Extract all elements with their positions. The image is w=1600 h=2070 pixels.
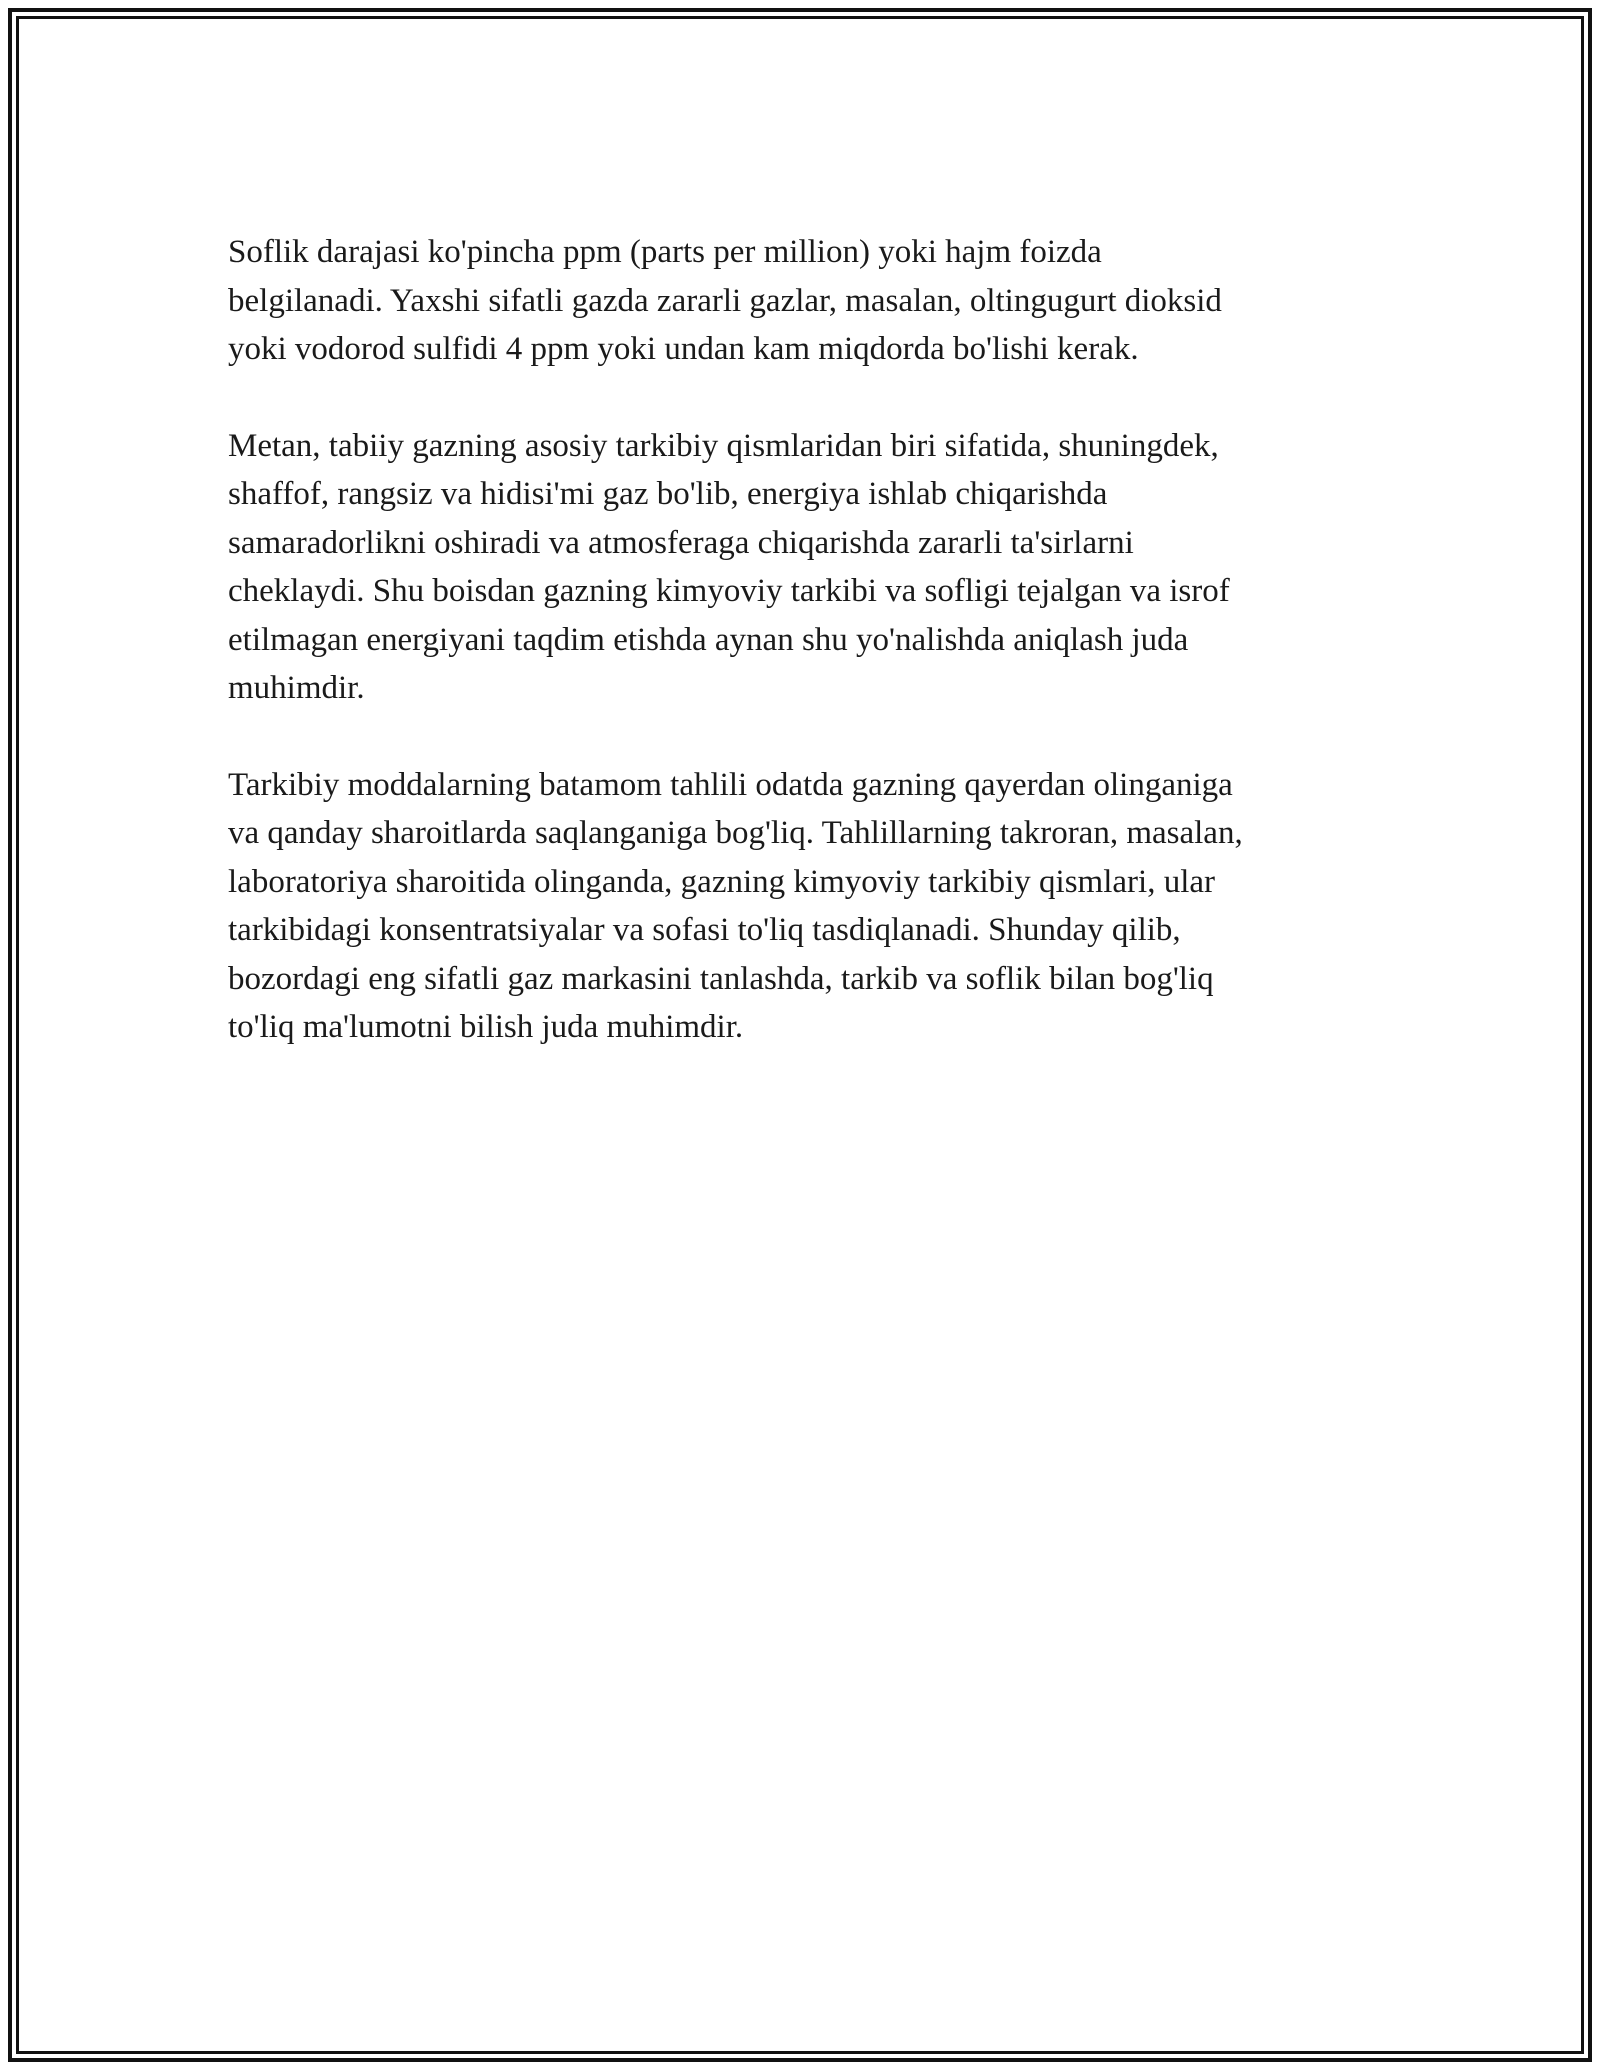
paragraph-2: Metan, tabiiy gazning asosiy tarkibiy qismlaridan biri sifatida, shuningdek, shaffof, rangsiz va hidisi'mi gaz bo'lib, energiya ishlab chiqarishda samaradorlikni oshiradi va atmosferaga chiqarishda zararli ta'sirlarni cheklaydi. Shu boisdan gazning kimyoviy tarkibi va sofligi tejalgan va isrof etilmagan energiyani taqdim etishda aynan shu yo'nalishda aniqlash juda muhimdir. (228, 427, 1230, 706)
document-body (228, 228, 1388, 1100)
paragraph-1: Soflik darajasi ko'pincha ppm (parts per million) yoki hajm foizda belgilanadi. Yaxshi sifatli gazda zararli gazlar, masalan, oltingugurt dioksid yoki vodorod sulfidi 4 ppm yoki undan kam miqdorda bo'lishi kerak. (228, 234, 1222, 367)
paragraph-3: Tarkibiy moddalarning batamom tahlili odatda gazning qayerdan olinganiga va qanday sharoitlarda saqlanganiga bog'liq. Tahlillarning takroran, masalan, laboratoriya sharoitida olinganda, gazning kimyoviy tarkibiy qismlari, ular tarkibidagi konsentratsiyalar va sofasi to'liq tasdiqlanadi. Shunday qilib, bozordagi eng sifatli gaz markasini tanlashda, tarkib va soflik bilan bog'liq to'liq ma'lumotni bilish juda muhimdir. (228, 766, 1243, 1045)
